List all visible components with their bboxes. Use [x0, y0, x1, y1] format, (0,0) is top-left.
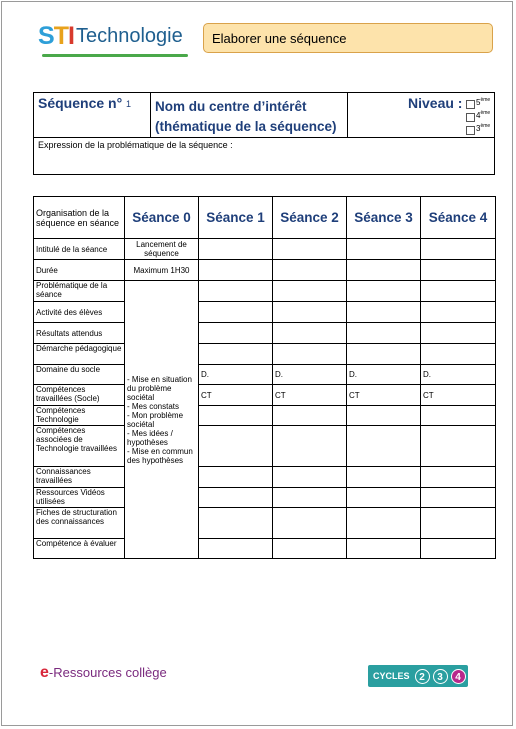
table-cell[interactable] — [347, 539, 421, 559]
table-cell[interactable] — [421, 260, 496, 281]
table-cell[interactable] — [421, 323, 496, 344]
level-suffix: ème — [480, 97, 491, 103]
row-label: Durée — [34, 260, 125, 281]
seance0-cell[interactable]: Lancement de séquence — [125, 239, 199, 260]
table-cell[interactable] — [273, 239, 347, 260]
domaine-cell[interactable]: D. — [421, 365, 496, 385]
table-row — [34, 426, 496, 467]
table-cell[interactable] — [347, 488, 421, 508]
page-title: Elaborer une séquence — [203, 23, 493, 53]
table-cell[interactable] — [273, 281, 347, 302]
cycle-2-badge: 2 — [415, 669, 430, 684]
table-cell[interactable] — [199, 426, 273, 467]
table-corner-label: Organisation de la séquence en séance — [34, 197, 125, 239]
domaine-cell[interactable]: D. — [347, 365, 421, 385]
table-cell[interactable] — [421, 426, 496, 467]
table-cell[interactable] — [199, 467, 273, 488]
table-header-row — [34, 197, 496, 239]
level-checkbox[interactable] — [466, 113, 475, 122]
seance0-step: - Mon problème sociétal — [127, 410, 184, 429]
domaine-cell[interactable]: D. — [273, 365, 347, 385]
table-cell[interactable] — [199, 406, 273, 426]
niveau-label: Niveau : — [408, 95, 463, 111]
sti-technologie-logo — [38, 22, 188, 58]
domaine-cell[interactable]: D. — [199, 365, 273, 385]
table-row — [34, 344, 496, 365]
seance0-cell[interactable]: Maximum 1H30 — [125, 260, 199, 281]
logo-sti-mark: STI — [38, 22, 74, 50]
table-cell[interactable] — [421, 239, 496, 260]
e-ressources-text: -Ressources collège — [48, 665, 167, 680]
row-label: Compétences travaillées (Socle) — [34, 385, 125, 406]
row-label: Démarche pédagogique — [34, 344, 125, 365]
level-number: 3 — [476, 124, 481, 133]
table-row — [34, 281, 496, 302]
sequence-theme-line2: (thématique de la séquence) — [155, 119, 337, 134]
table-cell[interactable] — [199, 281, 273, 302]
table-cell[interactable] — [199, 302, 273, 323]
seance0-step: - Mes constats — [127, 401, 180, 411]
sequence-theme-cell[interactable] — [151, 93, 348, 137]
level-5eme[interactable] — [466, 98, 490, 109]
table-cell[interactable] — [199, 260, 273, 281]
table-cell[interactable] — [273, 488, 347, 508]
sequence-theme — [155, 97, 337, 137]
table-cell[interactable] — [273, 260, 347, 281]
header-seance-3: Séance 3 — [347, 197, 421, 239]
table-cell[interactable] — [347, 508, 421, 539]
row-label: Connaissances travaillées — [34, 467, 125, 488]
seance0-steps-cell[interactable] — [125, 281, 199, 559]
table-row — [34, 539, 496, 559]
header-seance-2: Séance 2 — [273, 197, 347, 239]
logo-underline — [42, 54, 188, 57]
table-row — [34, 365, 496, 385]
level-3eme[interactable] — [466, 124, 490, 135]
row-label: Problématique de la séance — [34, 281, 125, 302]
cycles-label: CYCLES — [373, 671, 410, 681]
competence-cell[interactable]: CT — [199, 385, 273, 406]
table-cell[interactable] — [421, 302, 496, 323]
table-cell[interactable] — [273, 302, 347, 323]
table-cell[interactable] — [347, 260, 421, 281]
table-row — [34, 323, 496, 344]
sequence-label: Séquence n° — [38, 95, 123, 111]
table-cell[interactable] — [421, 508, 496, 539]
table-cell[interactable] — [347, 406, 421, 426]
table-cell[interactable] — [347, 281, 421, 302]
row-label: Compétences Technologie — [34, 406, 125, 426]
level-number: 4 — [476, 111, 481, 120]
table-cell[interactable] — [421, 467, 496, 488]
e-ressources-e: e — [40, 664, 49, 681]
table-row — [34, 406, 496, 426]
row-label: Compétences associées de Technologie travaillées — [34, 426, 125, 467]
table-cell[interactable] — [199, 239, 273, 260]
e-ressources-logo — [40, 664, 167, 682]
table-cell[interactable] — [273, 539, 347, 559]
table-cell[interactable] — [347, 467, 421, 488]
table-cell[interactable] — [273, 406, 347, 426]
table-row — [34, 467, 496, 488]
sequence-number-cell — [34, 93, 151, 137]
logo-text: Technologie — [76, 25, 183, 47]
table-cell[interactable] — [421, 344, 496, 365]
level-number: 5 — [476, 98, 481, 107]
table-row — [34, 385, 496, 406]
sequence-theme-line1: Nom du centre d’intérêt — [155, 99, 307, 114]
table-cell[interactable] — [199, 508, 273, 539]
table-row — [34, 508, 496, 539]
table-cell[interactable] — [273, 508, 347, 539]
cycles-badge — [368, 665, 468, 687]
level-4eme[interactable] — [466, 111, 490, 122]
sequence-box — [33, 92, 495, 175]
row-label: Compétence à évaluer — [34, 539, 125, 559]
header-seance-0: Séance 0 — [125, 197, 199, 239]
sequence-organisation-table — [33, 196, 496, 559]
table-row — [34, 488, 496, 508]
competence-cell[interactable]: CT — [273, 385, 347, 406]
row-label: Activité des élèves — [34, 302, 125, 323]
sequence-number[interactable]: 1 — [126, 99, 132, 109]
table-cell[interactable] — [421, 488, 496, 508]
header-seance-1: Séance 1 — [199, 197, 273, 239]
table-cell[interactable] — [199, 344, 273, 365]
competence-cell[interactable]: CT — [421, 385, 496, 406]
competence-cell[interactable]: CT — [347, 385, 421, 406]
table-cell[interactable] — [347, 344, 421, 365]
table-cell[interactable] — [199, 323, 273, 344]
table-row — [34, 260, 496, 281]
sequence-header-row — [34, 93, 494, 138]
header-seance-4: Séance 4 — [421, 197, 496, 239]
table-cell[interactable] — [273, 344, 347, 365]
table-cell[interactable] — [421, 539, 496, 559]
table-row — [34, 239, 496, 260]
table-cell[interactable] — [199, 488, 273, 508]
table-cell[interactable] — [273, 426, 347, 467]
row-label: Domaine du socle — [34, 365, 125, 385]
table-cell[interactable] — [273, 467, 347, 488]
table-cell[interactable] — [347, 323, 421, 344]
seance0-step: - Mise en situation du problème sociétal — [127, 374, 192, 402]
row-label: Intitulé de la séance — [34, 239, 125, 260]
table-cell[interactable] — [347, 426, 421, 467]
row-label: Fiches de structuration des connaissances — [34, 508, 125, 539]
seance0-step: - Mise en commun des hypothèses — [127, 446, 193, 465]
cycle-3-badge: 3 — [433, 669, 448, 684]
row-label: Résultats attendus — [34, 323, 125, 344]
table-cell[interactable] — [347, 302, 421, 323]
level-suffix: ème — [480, 110, 491, 116]
table-cell[interactable] — [347, 239, 421, 260]
table-cell[interactable] — [273, 323, 347, 344]
table-cell[interactable] — [421, 406, 496, 426]
seance0-step: - Mes idées / hypothèses — [127, 428, 173, 447]
cycle-4-badge: 4 — [451, 669, 466, 684]
row-label: Ressources Vidéos utilisées — [34, 488, 125, 508]
problematique-label: Expression de la problématique de la séquence : — [38, 140, 233, 150]
table-cell[interactable] — [199, 539, 273, 559]
level-suffix: ème — [480, 123, 491, 129]
level-checkbox[interactable] — [466, 100, 475, 109]
level-checkbox[interactable] — [466, 126, 475, 135]
table-row — [34, 302, 496, 323]
table-cell[interactable] — [421, 281, 496, 302]
